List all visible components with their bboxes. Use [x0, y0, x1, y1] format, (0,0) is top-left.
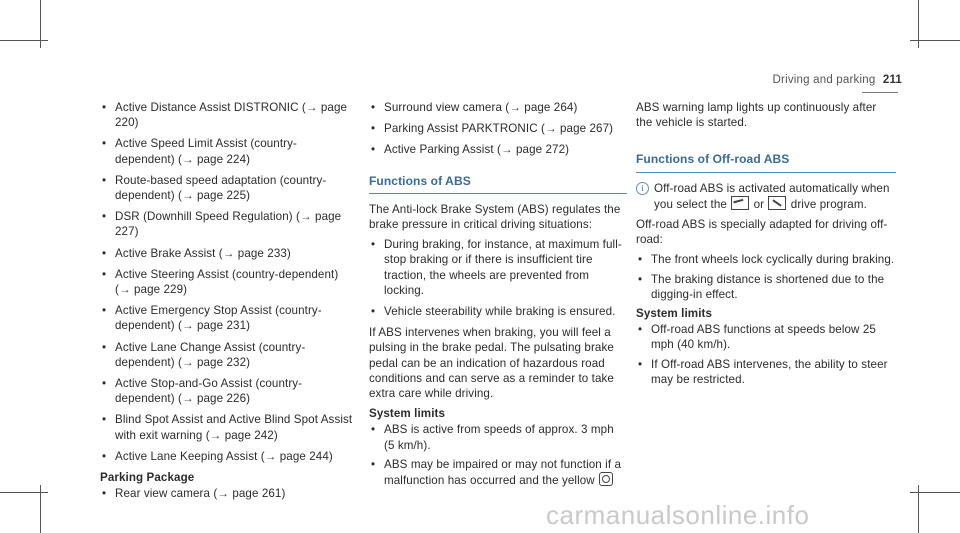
list-item: • Active Stop-and-Go Assist (country-dependent) (→ page 226): [100, 376, 355, 406]
crop-mark: [910, 492, 960, 493]
list-item: • Active Lane Keeping Assist (→ page 244): [100, 449, 355, 464]
list-item: • Rear view camera (→ page 261): [100, 486, 355, 501]
header-title: Driving and parking: [772, 74, 876, 86]
note-text-b: drive program.: [790, 197, 867, 211]
page-number: 211: [882, 74, 902, 86]
abs-list: [369, 237, 627, 319]
crop-mark: [0, 492, 48, 493]
column-1: [100, 100, 355, 507]
crop-mark: [0, 40, 48, 41]
list-item: • Active Brake Assist (→ page 233): [100, 246, 355, 261]
list-item-text: ABS may be impaired or may not function if a malfunction has occurred and the yellow: [384, 457, 622, 488]
list-item: • Active Steering Assist (country-dependent) (→ page 229): [100, 267, 355, 297]
abs-warning-lamp-icon: [599, 472, 613, 486]
abs-paragraph: If ABS intervenes when braking, you will feel a pulsing in the brake pedal. The pulsating brake pedal can be an indication of hazardous road conditions and can serve as a reminder to take extra care while driving.: [369, 326, 614, 401]
list-item: • If Off-road ABS intervenes, the ability to steer may be restricted.: [636, 357, 896, 387]
offroad-program-icon: [731, 196, 749, 210]
list-item: • ABS is active from speeds of approx. 3 mph (5 km/h).: [369, 422, 627, 452]
incline-program-icon: [768, 196, 786, 210]
list-item: • Active Parking Assist (→ page 272): [369, 142, 627, 157]
list-item: • The front wheels lock cyclically during braking.: [636, 252, 896, 267]
running-header: [773, 74, 902, 86]
list-item: • DSR (Downhill Speed Regulation) (→ page 227): [100, 209, 355, 239]
list-item: • Off-road ABS functions at speeds below 25 mph (40 km/h).: [636, 322, 896, 352]
list-item: • Vehicle steerability while braking is ensured.: [369, 304, 627, 319]
list-item: • Blind Spot Assist and Active Blind Spot Assist with exit warning (→ page 242): [100, 412, 355, 442]
section-title-abs: Functions of ABS: [369, 174, 627, 194]
watermark: carmanualsonline.info: [546, 500, 810, 530]
assist-list: [100, 100, 355, 464]
list-item: • Route-based speed adaptation (country-dependent) (→ page 225): [100, 173, 355, 203]
limits-list: [369, 422, 627, 488]
section-title-offroad-abs: Functions of Off-road ABS: [636, 152, 896, 172]
parking-assist-list: [369, 100, 627, 158]
note-text-a: Off-road ABS is activated automatically when you select the: [654, 181, 890, 211]
list-item: • The braking distance is shortened due to the digging-in effect.: [636, 272, 896, 302]
crop-mark: [910, 40, 960, 41]
offroad-list: [636, 252, 896, 302]
list-item: • During braking, for instance, at maximum full-stop braking or if there is insufficient tire traction, the wheels are prevented from locking.: [369, 237, 627, 298]
info-icon: i: [636, 182, 649, 195]
continuation-text: ABS warning lamp lights up continuously after the vehicle is started.: [636, 101, 877, 130]
list-item: • Active Lane Change Assist (country-dependent) (→ page 232): [100, 340, 355, 370]
parking-list: [100, 486, 355, 501]
info-note: [636, 181, 896, 212]
list-item: • Surround view camera (→ page 264): [369, 100, 627, 115]
note-text-or: or: [753, 197, 765, 211]
list-item: • Active Speed Limit Assist (country-dependent) (→ page 224): [100, 136, 355, 166]
column-2: [369, 100, 627, 492]
offroad-limits-list: [636, 322, 896, 387]
list-item: • Active Distance Assist DISTRONIC (→ page 220): [100, 100, 355, 130]
list-item: • Active Emergency Stop Assist (country-dependent) (→ page 231): [100, 303, 355, 333]
header-rule: [862, 92, 898, 93]
abs-intro: The Anti-lock Brake System (ABS) regulates the brake pressure in critical driving situations:: [369, 202, 621, 232]
column-3: [636, 100, 896, 391]
list-item: [369, 457, 627, 488]
offroad-paragraph: Off-road ABS is specially adapted for driving off-road:: [636, 218, 888, 247]
parking-package-heading: Parking Package: [100, 471, 195, 485]
system-limits-heading: System limits: [369, 407, 446, 421]
list-item: • Parking Assist PARKTRONIC (→ page 267): [369, 121, 627, 136]
offroad-limits-heading: System limits: [636, 307, 713, 321]
